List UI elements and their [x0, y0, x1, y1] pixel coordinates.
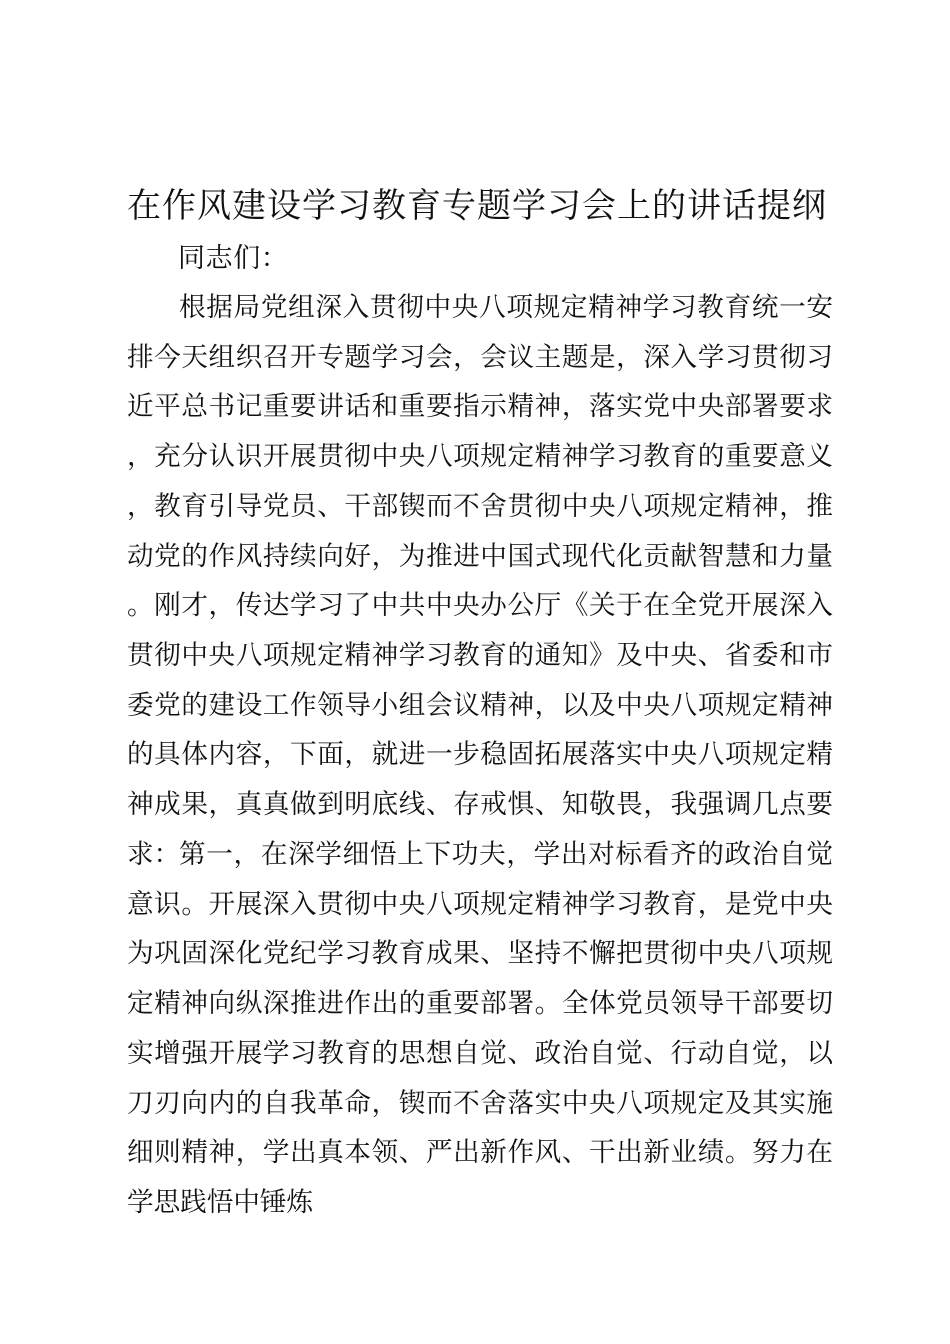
paragraph-intro: 根据局党组深入贯彻中央八项规定精神学习教育统一安排今天组织召开专题学习会，会议主题是，深入学习贯彻习近平总书记重要讲话和重要指示精神，落实党中央部署要求，充分认识开展贯彻中央八项规定精神学习教育的重要意义，教育引导党员、干部锲而不舍贯彻中央八项规定精神，推动党的作风持续向好，为推进中国式现代化贡献智慧和力量。刚才，传达学习了中共中央办公厅《关于在全党开展深入贯彻中央八项规定精神学习教育的通知》及中央、省委和市委党的建设工作领导小组会议精神，以及中央八项规定精神的具体内容，下面，就进一步稳固拓展落实中央八项规定精神成果，真真做到明底线、存戒惧、知敬畏，我强调几点要求： [127, 292, 833, 870]
greeting: 同志们： [178, 243, 289, 274]
paragraph-first-point: 第一，在深学细悟上下功夫，学出对标看齐的政治自觉意识。开展深入贯彻中央八项规定精神学习教育，是党中央为巩固深化党纪学习教育成果、坚持不懈把贯彻中央八项规定精神向纵深推进作出的重要部署。全体党员领导干部要切实增强开展学习教育的思想自觉、政治自觉、行动自觉，以刀刃向内的自我革命，锲而不舍落实中央八项规定及其实施细则精神，学出真本领、严出新作风、干出新业绩。努力在学思践悟中锤炼 [127, 839, 833, 1218]
document-title: 在作风建设学习教育专题学习会上的讲话提纲 [127, 186, 827, 226]
